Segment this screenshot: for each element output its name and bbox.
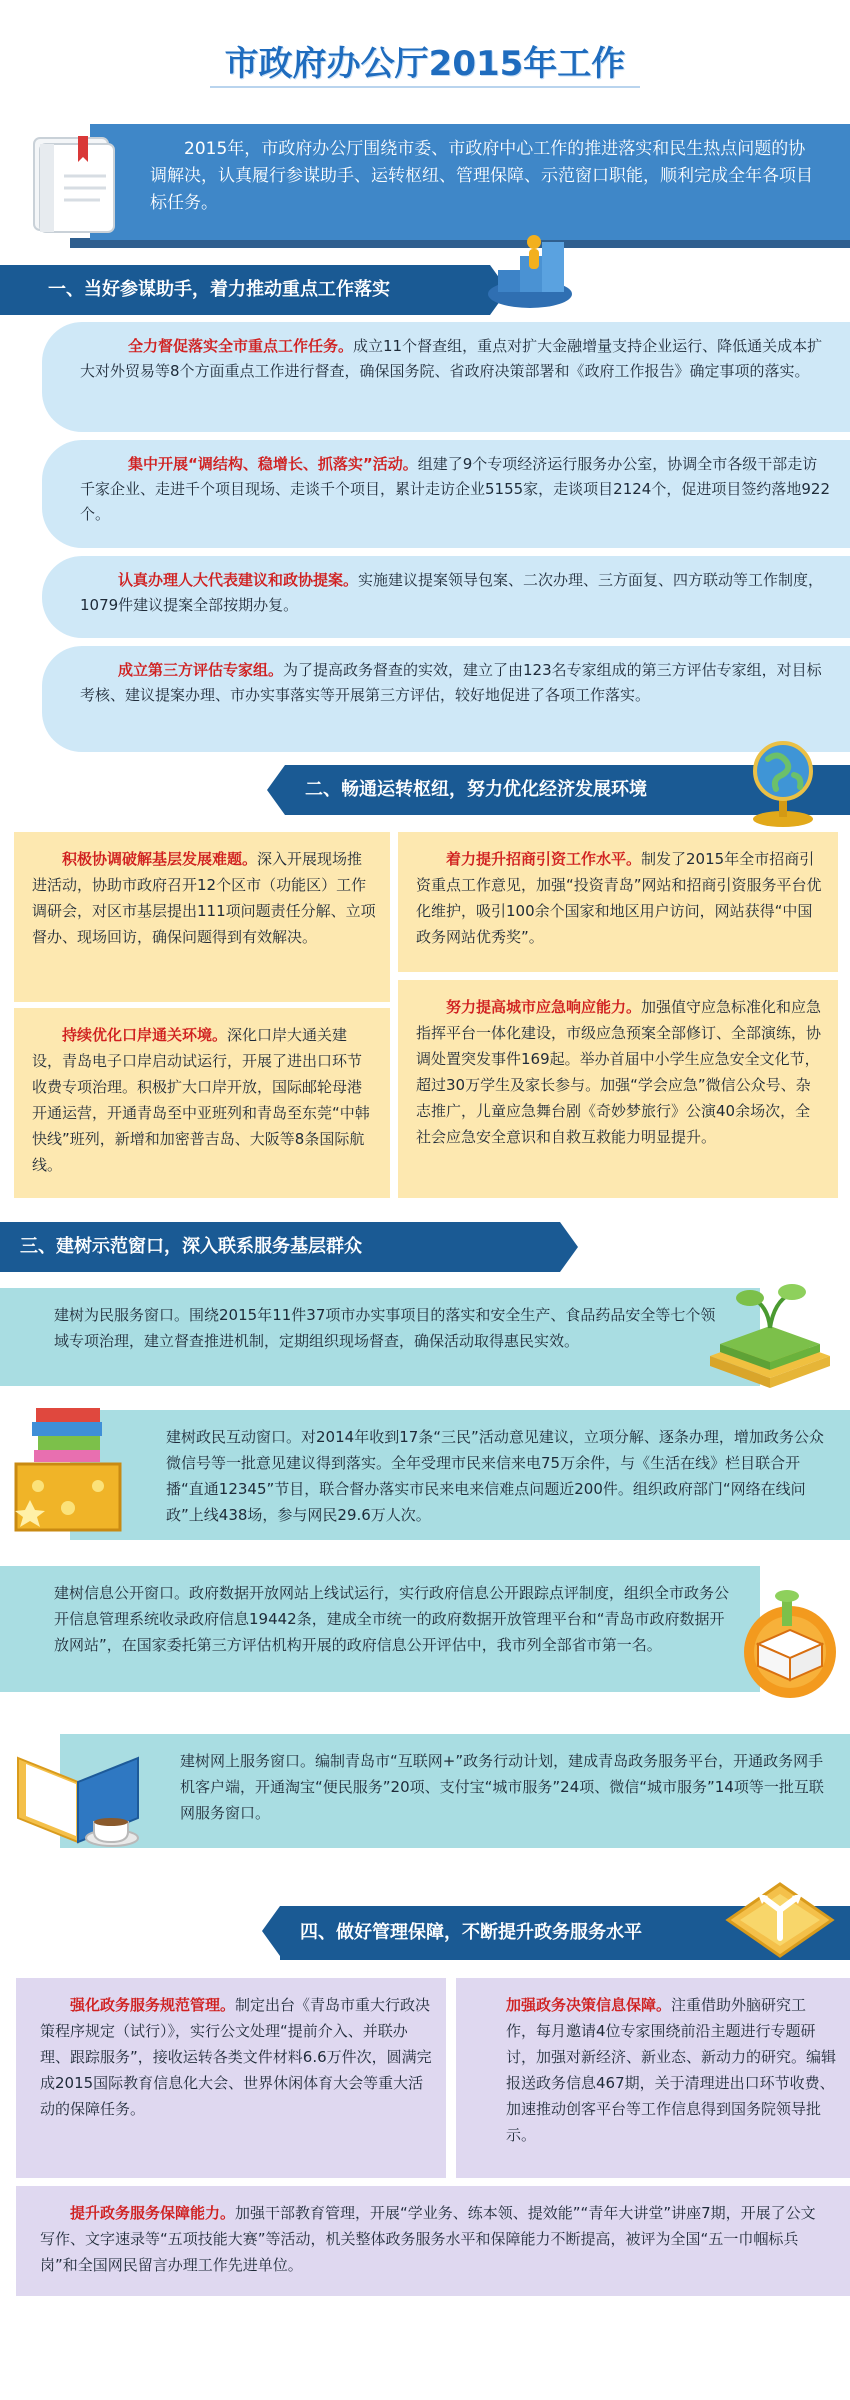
section-heading-1-text: 一、当好参谋助手，着力推动重点工作落实 xyxy=(48,279,390,300)
s3-item-1 xyxy=(0,1288,760,1386)
s4-item-2-lead: 加强政务决策信息保障。 xyxy=(506,1996,672,2014)
s2-item-2-lead: 着力提升招商引资工作水平。 xyxy=(446,850,642,868)
s1-item-3 xyxy=(42,556,850,638)
s3-item-3-text: 政府数据开放网站上线试运行，实行政府信息公开跟踪点评制度，组织全市政务公开信息管理系统收录政府信息19442条，建成全市统一的政府数据开放管理平台和“青岛市政府数据开放网站”，在国家委托第三方评估机构开展的政府信息公开评估中，我市列全部省市第一名。 xyxy=(54,1584,730,1654)
s2-item-3-lead: 持续优化口岸通关环境。 xyxy=(62,1026,228,1044)
s1-item-3-lead: 认真办理人大代表建议和政协提案。 xyxy=(118,571,359,589)
s1-item-2 xyxy=(42,440,850,548)
s1-item-1-lead: 全力督促落实全市重点工作任务。 xyxy=(128,337,354,355)
section-heading-3-text: 三、建树示范窗口，深入联系服务基层群众 xyxy=(20,1236,362,1257)
page-title: 市政府办公厅2015年工作 xyxy=(224,44,626,84)
globe-icon xyxy=(738,735,828,831)
section-heading-2-text: 二、畅通运转枢纽，努力优化经济发展环境 xyxy=(305,779,647,800)
s3-item-2 xyxy=(70,1410,850,1540)
cup-book-icon xyxy=(724,1588,844,1708)
title-divider xyxy=(210,86,640,88)
s3-item-2-text: 对2014年收到17条“三民”活动意见建议，立项分解、逐条办理，增加政务公众微信号等一批意见建议得到落实。全年受理市民来信来电75万余件，与《生活在线》栏目联合开播“直通12345”节目，联合督办落实市民来电来信难点问题近200件。组织政府部门“网络在线问政”上线438场，参与网民29.6万人次。 xyxy=(166,1428,824,1524)
s4-item-3-text: 加强干部教育管理，开展“学业务、练本领、提效能”“青年大讲堂”讲座7期，开展了公文写作、文字速录等“五项技能大赛”等活动，机关整体政务服务水平和保障能力不断提高，被评为全国“五一巾帼标兵岗”和全国网民留言办理工作先进单位。 xyxy=(40,2204,816,2274)
s3-item-1-text: 围绕2015年11件37项市办实事项目的落实和安全生产、食品药品安全等七个领域专项治理，建立督查推进机制，定期组织现场督查，确保活动取得惠民实效。 xyxy=(54,1306,716,1350)
s2-item-3-text: 深化口岸大通关建设，青岛电子口岸启动试运行，开展了进出口环节收费专项治理。积极扩大口岸开放，国际邮轮母港开通运营，开通青岛至中亚班列和青岛至东莞“中韩快线”班列，新增和加密普吉岛、大阪等8条国际航线。 xyxy=(32,1026,370,1174)
s3-item-4 xyxy=(60,1734,850,1848)
s1-item-2-text: 组建了9个专项经济运行服务办公室，协调全市各级干部走访千家企业、走进千个项目现场、走谈千个项目，累计走访企业5155家，走谈项目2124个，促进项目签约落地922个。 xyxy=(80,455,830,523)
s2-item-4 xyxy=(398,980,838,1198)
seedling-books-icon xyxy=(700,1270,840,1390)
s3-item-3 xyxy=(0,1566,760,1692)
s1-item-4 xyxy=(42,646,850,752)
s1-item-3-text: 实施建议提案领导包案、二次办理、三方面复、四方联动等工作制度，1079件建议提案全部按期办复。 xyxy=(80,571,824,614)
intro-text: 2015年，市政府办公厅围绕市委、市政府中心工作的推进落实和民生热点问题的协调解决，认真履行参谋助手、运转枢纽、管理保障、示范窗口职能，顺利完成全年各项目标任务。 xyxy=(90,124,850,240)
s3-item-4-text: 编制青岛市“互联网+”政务行动计划，建成青岛政务服务平台，开通政务网手机客户端，开通淘宝“便民服务”20项、支付宝“城市服务”24项、微信“城市服务”14项等一批互联网服务窗口。 xyxy=(180,1752,824,1822)
open-book-coffee-icon xyxy=(8,1738,148,1858)
s2-item-2 xyxy=(398,832,838,972)
person-stairs-icon xyxy=(478,230,578,316)
s2-item-4-text: 加强值守应急标准化和应急指挥平台一体化建设，市级应急预案全部修订、全部演练，协调处置突发事件169起。举办首届中小学生应急安全文化节，超过30万学生及家长参与。加强“学会应急”微信公众号、杂志推广，儿童应急舞台剧《奇妙梦旅行》公演40余场次，全社会应急安全意识和自救互救能力明显提升。 xyxy=(416,998,822,1146)
section-heading-4-text: 四、做好管理保障，不断提升政务服务水平 xyxy=(300,1922,642,1943)
s3-item-3-lead: 建树信息公开窗口。 xyxy=(54,1584,190,1602)
s4-item-2 xyxy=(456,1978,850,2178)
s2-item-2-text: 制发了2015年全市招商引资重点工作意见，加强“投资青岛”网站和招商引资服务平台优化维护，吸引100余个国家和地区用户访问，网站获得“中国政务网站优秀奖”。 xyxy=(416,850,822,946)
s1-item-4-lead: 成立第三方评估专家组。 xyxy=(118,661,284,679)
section-heading-3 xyxy=(0,1222,560,1272)
s3-item-1-lead: 建树为民服务窗口。 xyxy=(54,1306,190,1324)
s2-item-3 xyxy=(14,1008,390,1198)
s1-item-1 xyxy=(42,322,850,432)
s1-item-4-text: 为了提高政务督查的实效，建立了由123名专家组成的第三方评估专家组，对目标考核、建议提案办理、市办实事落实等开展第三方评估，较好地促进了各项工作落实。 xyxy=(80,661,822,704)
s2-item-1-lead: 积极协调破解基层发展难题。 xyxy=(62,850,258,868)
s4-item-3 xyxy=(16,2186,850,2296)
book-icon xyxy=(20,128,130,238)
s3-item-2-lead: 建树政民互动窗口。 xyxy=(166,1428,302,1446)
s4-item-1-text: 制定出台《青岛市重大行政决策程序规定（试行）》，实行公文处理“提前介入、并联办理、跟踪服务”，接收运转各类文件材料6.6万件次，圆满完成2015国际教育信息化大会、世界休闲体育大会等重大活动的保障任务。 xyxy=(40,1996,432,2118)
s4-item-3-lead: 提升政务服务保障能力。 xyxy=(70,2204,236,2222)
s3-item-4-lead: 建树网上服务窗口。 xyxy=(180,1752,316,1770)
s4-item-1 xyxy=(16,1978,446,2178)
s2-item-1-text: 深入开展现场推进活动，协助市政府召开12个区市（功能区）工作调研会，对区市基层提出111项问题责任分解、立项督办、现场回访，确保问题得到有效解决。 xyxy=(32,850,376,946)
section-heading-1 xyxy=(0,265,490,315)
s1-item-1-text: 成立11个督查组，重点对扩大金融增量支持企业运行、降低通关成本扩大对外贸易等8个方面重点工作进行督查，确保国务院、省政府决策部署和《政府工作报告》确定事项的落实。 xyxy=(80,337,823,380)
s2-item-4-lead: 努力提高城市应急响应能力。 xyxy=(446,998,642,1016)
s4-item-1-lead: 强化政务服务规范管理。 xyxy=(70,1996,236,2014)
s1-item-2-lead: 集中开展“调结构、稳增长、抓落实”活动。 xyxy=(128,455,418,473)
treasure-box-icon xyxy=(8,1404,128,1536)
s4-item-2-text: 注重借助外脑研究工作，每月邀请4位专家围绕前沿主题进行专题研讨，加强对新经济、新业态、新动力的研究。编辑报送政务信息467期，关于清理进出口环节收费、加速推动创客平台等工作信息得到国务院领导批示。 xyxy=(506,1996,837,2144)
s2-item-1 xyxy=(14,832,390,1002)
direction-sign-icon xyxy=(720,1876,840,1964)
